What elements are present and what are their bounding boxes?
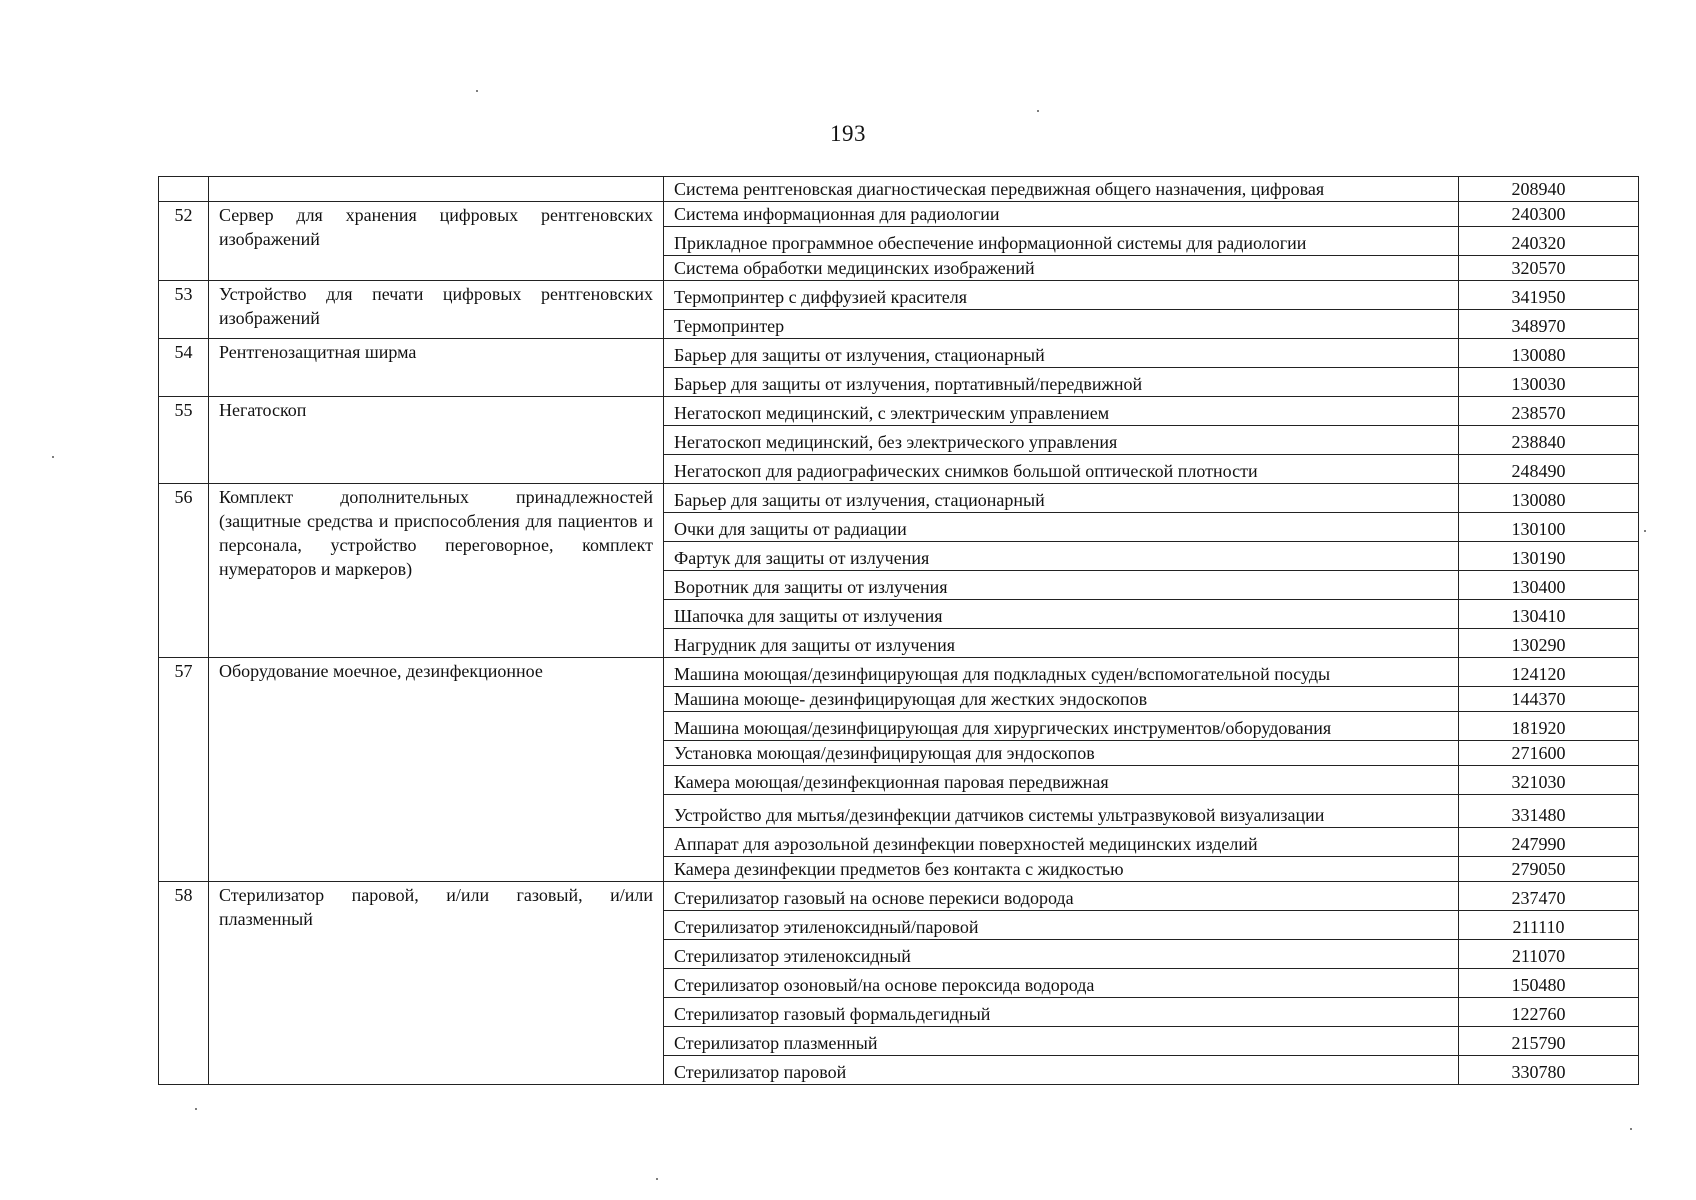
product-type-name: Очки для защиты от радиации [664,513,1459,542]
scan-speck [1037,110,1039,112]
product-code: 150480 [1459,969,1639,998]
equipment-table [158,176,1639,1085]
product-code: 240300 [1459,202,1639,227]
product-type-name: Стерилизатор этиленоксидный/паровой [664,911,1459,940]
product-type-name: Стерилизатор этиленоксидный [664,940,1459,969]
product-type-name: Стерилизатор паровой [664,1056,1459,1085]
product-code: 124120 [1459,658,1639,687]
product-type-name: Термопринтер с диффузией красителя [664,281,1459,310]
product-code: 331480 [1459,795,1639,828]
item-number [159,177,209,202]
equipment-name: Негатоскоп [209,397,664,484]
product-code: 122760 [1459,998,1639,1027]
product-type-name: Машина моюще- дезинфицирующая для жестких эндоскопов [664,687,1459,712]
table-row [159,484,1639,513]
product-code: 130100 [1459,513,1639,542]
equipment-name: Сервер для хранения цифровых рентгеновских изображений [209,202,664,281]
table-row [159,202,1639,227]
item-number: 53 [159,281,209,339]
table-row [159,177,1639,202]
product-type-name: Система информационная для радиологии [664,202,1459,227]
table-row [159,339,1639,368]
item-number: 54 [159,339,209,397]
equipment-name [209,177,664,202]
product-type-name: Установка моющая/дезинфицирующая для эндоскопов [664,741,1459,766]
scan-speck [1644,530,1646,532]
product-code: 144370 [1459,687,1639,712]
scan-speck [476,90,478,92]
product-type-name: Барьер для защиты от излучения, стационарный [664,484,1459,513]
product-code: 211070 [1459,940,1639,969]
product-code: 237470 [1459,882,1639,911]
product-code: 238570 [1459,397,1639,426]
product-type-name: Шапочка для защиты от излучения [664,600,1459,629]
product-code: 271600 [1459,741,1639,766]
product-type-name: Барьер для защиты от излучения, портативный/передвижной [664,368,1459,397]
table-row [159,658,1639,687]
product-code: 348970 [1459,310,1639,339]
product-type-name: Термопринтер [664,310,1459,339]
product-type-name: Машина моющая/дезинфицирующая для подкладных суден/вспомогательной посуды [664,658,1459,687]
product-type-name: Машина моющая/дезинфицирующая для хирургических инструментов/оборудования [664,712,1459,741]
table-body [159,177,1639,1085]
product-type-name: Устройство для мытья/дезинфекции датчиков системы ультразвуковой визуализации [664,795,1459,828]
product-type-name: Негатоскоп медицинский, с электрическим управлением [664,397,1459,426]
item-number: 58 [159,882,209,1085]
item-number: 56 [159,484,209,658]
product-code: 211110 [1459,911,1639,940]
product-code: 130400 [1459,571,1639,600]
product-code: 321030 [1459,766,1639,795]
product-code: 240320 [1459,227,1639,256]
product-code: 130030 [1459,368,1639,397]
product-code: 279050 [1459,857,1639,882]
product-type-name: Стерилизатор плазменный [664,1027,1459,1056]
equipment-name: Устройство для печати цифровых рентгеновских изображений [209,281,664,339]
product-type-name: Фартук для защиты от излучения [664,542,1459,571]
equipment-name: Оборудование моечное, дезинфекционное [209,658,664,882]
table-row [159,882,1639,911]
product-code: 247990 [1459,828,1639,857]
product-type-name: Стерилизатор газовый формальдегидный [664,998,1459,1027]
product-code: 330780 [1459,1056,1639,1085]
product-type-name: Воротник для защиты от излучения [664,571,1459,600]
page-number: 193 [830,121,866,146]
product-type-name: Нагрудник для защиты от излучения [664,629,1459,658]
item-number: 57 [159,658,209,882]
product-type-name: Негатоскоп для радиографических снимков большой оптической плотности [664,455,1459,484]
product-type-name: Аппарат для аэрозольной дезинфекции поверхностей медицинских изделий [664,828,1459,857]
product-code: 130080 [1459,339,1639,368]
scan-speck [52,456,54,458]
product-code: 130410 [1459,600,1639,629]
product-type-name: Камера моющая/дезинфекционная паровая передвижная [664,766,1459,795]
product-type-name: Прикладное программное обеспечение информационной системы для радиологии [664,227,1459,256]
scan-speck [656,1178,658,1180]
product-type-name: Стерилизатор озоновый/на основе пероксида водорода [664,969,1459,998]
equipment-name: Рентгенозащитная ширма [209,339,664,397]
product-code: 130080 [1459,484,1639,513]
scan-speck [195,1108,197,1110]
product-code: 341950 [1459,281,1639,310]
product-code: 181920 [1459,712,1639,741]
product-code: 130290 [1459,629,1639,658]
item-number: 52 [159,202,209,281]
product-type-name: Система рентгеновская диагностическая передвижная общего назначения, цифровая [664,177,1459,202]
product-type-name: Барьер для защиты от излучения, стационарный [664,339,1459,368]
product-code: 130190 [1459,542,1639,571]
product-type-name: Система обработки медицинских изображений [664,256,1459,281]
product-code: 208940 [1459,177,1639,202]
equipment-name: Стерилизатор паровой, и/или газовый, и/или плазменный [209,882,664,1085]
scan-speck [1630,1128,1632,1130]
product-type-name: Стерилизатор газовый на основе перекиси водорода [664,882,1459,911]
item-number: 55 [159,397,209,484]
product-type-name: Камера дезинфекции предметов без контакта с жидкостью [664,857,1459,882]
product-type-name: Негатоскоп медицинский, без электрического управления [664,426,1459,455]
table-row [159,281,1639,310]
product-code: 238840 [1459,426,1639,455]
product-code: 248490 [1459,455,1639,484]
product-code: 215790 [1459,1027,1639,1056]
product-code: 320570 [1459,256,1639,281]
table-row [159,397,1639,426]
equipment-name: Комплект дополнительных принадлежностей (защитные средства и приспособления для пациентов и персонала, устройство переговорное, комплект нумераторов и маркеров) [209,484,664,658]
